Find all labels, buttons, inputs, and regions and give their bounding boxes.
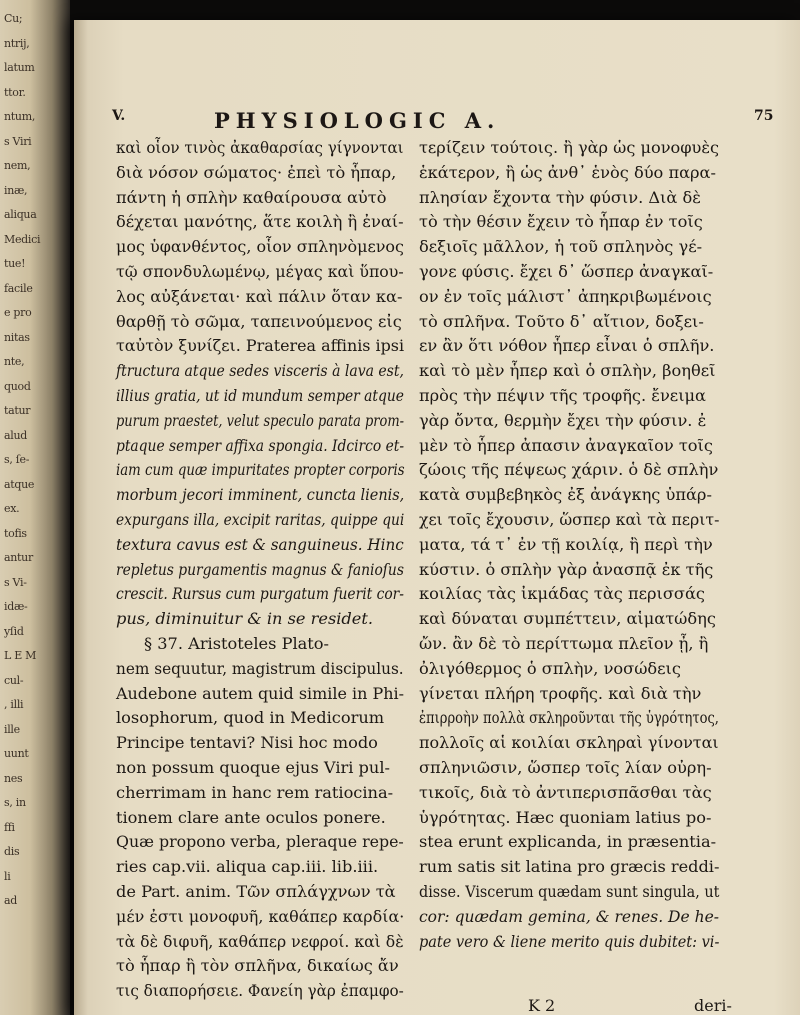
text-line: τὸ σπλῆνα. Τοῦτο δ᾽ αἴτιον, δοξει- xyxy=(419,311,704,331)
text-line: repletus purgamentis magnus & fanioſus xyxy=(116,559,404,579)
catchword: deri- xyxy=(694,996,732,1015)
text-line: τικοῖς, διὰ τὸ ἀντιπερισπᾶσθαι τὰς xyxy=(419,782,712,802)
text-line: κοιλίας τὰς ἰκμάδας τὰς περισσάς xyxy=(419,584,705,604)
text-line: cor: quædam gemina, & renes. De he- xyxy=(419,906,720,926)
previous-page-fragment: latum xyxy=(4,61,35,74)
text-line: πολλοῖς αἱ κοιλίαι σκληραὶ γίνονται xyxy=(419,733,719,753)
previous-page-edge xyxy=(0,0,70,1015)
previous-page-fragment: L E M xyxy=(4,649,37,662)
previous-page-fragment: facile xyxy=(4,281,33,295)
previous-page-fragment: ntum, xyxy=(4,110,36,123)
text-line: γίνεται πλήρη τροφῆς. καὶ διὰ τὴν xyxy=(419,683,702,703)
text-line: κατὰ συμβεβηκὸς ἐξ ἀνάγκης ὑπάρ- xyxy=(419,485,712,505)
text-line: purum praestet, velut speculo parata prom- xyxy=(116,410,405,430)
text-line: λος αὐξάνεται· καὶ πάλιν ὅταν κα- xyxy=(116,286,403,306)
text-line: expurgans illa, excipit raritas, quippe qui xyxy=(116,509,405,529)
previous-page-fragment: uunt xyxy=(4,747,29,760)
text-line: πρὸς τὴν πέψιν τῆς τροφῆς. ἔνειμα xyxy=(419,385,706,405)
text-line: stea erunt explicanda, in præsentia- xyxy=(419,832,717,852)
text-line: σπληνιῶσιν, ὥσπερ τοῖς λίαν οὐρη- xyxy=(419,757,712,777)
text-line: ἐπιρροὴν πολλὰ σκληροῦνται τῆς ὑγρότητος, xyxy=(419,708,719,728)
previous-page-fragment: inæ, xyxy=(4,183,28,197)
text-line: illius gratia, ut id mundum semper atque xyxy=(116,385,404,405)
previous-page-fragment: nem, xyxy=(4,159,31,172)
text-line: δέχεται μανότης, ἅτε κοιλὴ ἢ ἐναί- xyxy=(116,212,404,232)
previous-page-fragment: li xyxy=(4,869,11,883)
page-number: 75 xyxy=(754,108,774,124)
previous-page-fragment: ttor. xyxy=(4,85,26,99)
text-line: disse. Viscerum quædam sunt singula, ut xyxy=(419,881,720,901)
previous-page-fragment: atque xyxy=(4,477,35,491)
text-line: διὰ νόσον σώματος· ἐπεὶ τὸ ἧπαρ, xyxy=(116,162,397,182)
signature-mark: K 2 xyxy=(528,996,556,1015)
previous-page-fragment: nitas xyxy=(4,330,30,344)
previous-page-fragment: e pro xyxy=(4,306,32,319)
text-line: § 37. Aristoteles Plato- xyxy=(144,633,330,653)
text-line: nem sequutur, magistrum discipulus. xyxy=(116,658,404,678)
text-line: δεξιοῖς μᾶλλον, ἡ τοῦ σπληνὸς γέ- xyxy=(419,237,703,257)
text-line: ptaque semper affixa spongia. Idcirco et- xyxy=(116,435,405,455)
text-line: εν ἂν ὅτι νόθον ἧπερ εἶναι ὁ σπλῆν. xyxy=(419,336,715,356)
text-line: morbum jecori imminent, cuncta lienis, xyxy=(116,485,405,505)
text-line: τις διαπορήσειε. Φανείη γὰρ ἐπαμφο- xyxy=(116,981,404,1001)
text-line: crescit. Rursus cum purgatum fuerit cor- xyxy=(116,584,404,604)
previous-page-fragment: ntrij, xyxy=(4,36,30,50)
previous-page-fragment: quod xyxy=(4,379,31,393)
previous-page-fragment: s, ſe- xyxy=(4,453,30,466)
text-line: pus, diminuitur & in se residet. xyxy=(116,609,374,629)
text-line: τερίζειν τούτοις. ἢ γὰρ ὡς μονοφυὲς xyxy=(419,138,720,157)
text-line: γὰρ ὄντα, θερμὴν ἔχει τὴν φύσιν. ἐ xyxy=(419,410,707,430)
text-line: non possum quoque ejus Viri pul- xyxy=(116,757,390,777)
previous-page-fragment: ex. xyxy=(4,502,20,515)
text-line: ftructura atque sedes visceris à lava est, xyxy=(116,361,404,381)
text-line: rum satis sit latina pro græcis reddi- xyxy=(419,857,720,877)
previous-page-fragment: Medici xyxy=(4,232,41,246)
text-line: de Part. anim. Τῶν σπλάγχνων τὰ xyxy=(116,881,396,901)
running-title: PHYSIOLOGIC A. xyxy=(214,108,501,133)
text-line: μος ὑφανθέντος, οἷον σπληνὸμενος xyxy=(116,237,404,257)
previous-page-fragment: nes xyxy=(4,771,23,785)
previous-page-fragment: aliqua xyxy=(4,208,37,221)
text-line: κύστιν. ὁ σπλὴν γὰρ ἀνασπᾷ ἐκ τῆς xyxy=(419,559,714,579)
text-line: ματα, τά τ᾽ ἐν τῇ κοιλίᾳ, ἢ περὶ τὴν xyxy=(419,534,713,554)
book-page xyxy=(74,20,800,1015)
text-line: πλησίαν ἔχοντα τὴν φύσιν. Διὰ δὲ xyxy=(419,187,701,207)
text-line: ζώοις τῆς πέψεως χάριν. ὁ δὲ σπλὴν xyxy=(419,460,719,480)
text-line: πάντη ἡ σπλὴν καθαίρουσα αὐτὸ xyxy=(116,187,387,207)
text-line: ries cap.vii. aliqua cap.iii. lib.iii. xyxy=(116,857,379,877)
previous-page-fragment: yſid xyxy=(4,624,24,638)
text-line: pate vero & liene merito quis dubitet: vi- xyxy=(419,931,720,951)
previous-page-fragment: cul- xyxy=(4,673,24,687)
text-line: καὶ δύναται συμπέττειν, αἱματώδης xyxy=(419,609,716,629)
text-line: iam cum quæ impuritates propter corporis xyxy=(116,460,405,480)
text-line: καὶ τὸ μὲν ἧπερ καὶ ὁ σπλὴν, βοηθεῖ xyxy=(419,361,716,381)
text-line: tionem clare ante oculos ponere. xyxy=(116,807,386,827)
text-line: γονε φύσις. ἔχει δ᾽ ὥσπερ ἀναγκαῖ- xyxy=(419,261,714,281)
text-line: χει τοῖς ἔχουσιν, ὥσπερ καὶ τὰ περιτ- xyxy=(419,509,720,529)
previous-page-fragment: idæ- xyxy=(4,600,28,613)
previous-page-fragment: ad xyxy=(4,894,17,907)
previous-page-fragment: ffi xyxy=(4,820,15,834)
text-line: τὸ ἧπαρ ἢ τὸν σπλῆνα, δικαίως ἄν xyxy=(116,956,399,976)
text-line: ὀλιγόθερμος ὁ σπλὴν, νοσώδεις xyxy=(419,658,681,678)
text-line: ταὐτὸν ξυνίζει. Praterea affinis ipsi xyxy=(116,336,405,356)
text-line: τὰ δὲ διφυῆ, καθάπερ νεφροί. καὶ δὲ xyxy=(116,931,404,951)
previous-page-fragment: s Vi- xyxy=(4,575,27,589)
previous-page-fragment: s, in xyxy=(4,796,26,809)
previous-page-fragment: tatur xyxy=(4,404,31,417)
previous-page-fragment: tofis xyxy=(4,526,27,540)
right-text-column xyxy=(419,136,719,954)
text-line: ὤν. ἂν δὲ τὸ περίττωμα πλεῖον ᾖ, ἢ xyxy=(419,633,709,653)
text-line: Audebone autem quid simile in Phi- xyxy=(116,683,404,703)
previous-page-fragment: antur xyxy=(4,551,33,564)
text-line: Quæ propono verba, pleraque repe- xyxy=(116,832,404,852)
previous-page-fragment: alud xyxy=(4,428,28,442)
previous-page-fragment: , illi xyxy=(4,698,24,711)
previous-page-fragment: s Viri xyxy=(4,134,32,148)
text-line: Principe tentavi? Nisi hoc modo xyxy=(116,733,378,753)
text-line: cherrimam in hanc rem ratiocina- xyxy=(116,782,394,802)
previous-page-fragment: Cu; xyxy=(4,12,23,25)
text-line: τὸ τὴν θέσιν ἔχειν τὸ ἧπαρ ἐν τοῖς xyxy=(419,212,703,232)
previous-page-fragment: nte, xyxy=(4,355,25,368)
text-line: ἑκάτερον, ἢ ὡς ἀνθ᾽ ἑνὸς δύο παρα- xyxy=(419,162,716,182)
text-line: μὲν τὸ ἧπερ ἀπασιν ἀναγκαῖον τοῖς xyxy=(419,435,713,455)
text-line: ον ἐν τοῖς μάλιστ᾽ ἀπηκριβωμένοις xyxy=(419,286,712,306)
previous-page-fragment: ille xyxy=(4,722,20,736)
text-line: καὶ οἷον τινὸς ἀκαθαρσίας γίγνονται xyxy=(116,138,404,157)
text-line: θαρθῇ τὸ σῶμα, ταπεινούμενος εἰς xyxy=(116,311,402,331)
left-margin-mark: V. xyxy=(112,108,126,124)
text-line: losophorum, quod in Medicorum xyxy=(116,708,385,728)
text-line: textura cavus est & sanguineus. Hinc xyxy=(116,534,404,554)
text-line: ὑγρότητας. Hæc quoniam latius po- xyxy=(419,807,712,827)
text-line: τῷ σπονδυλωμένῳ, μέγας καὶ ὕπου- xyxy=(116,261,404,281)
previous-page-fragment: dis xyxy=(4,845,20,858)
previous-page-fragment: tue! xyxy=(4,257,26,270)
left-text-column xyxy=(116,136,404,1004)
text-line: μέν ἐστι μονοφυῆ, καθάπερ καρδία· xyxy=(116,906,405,926)
